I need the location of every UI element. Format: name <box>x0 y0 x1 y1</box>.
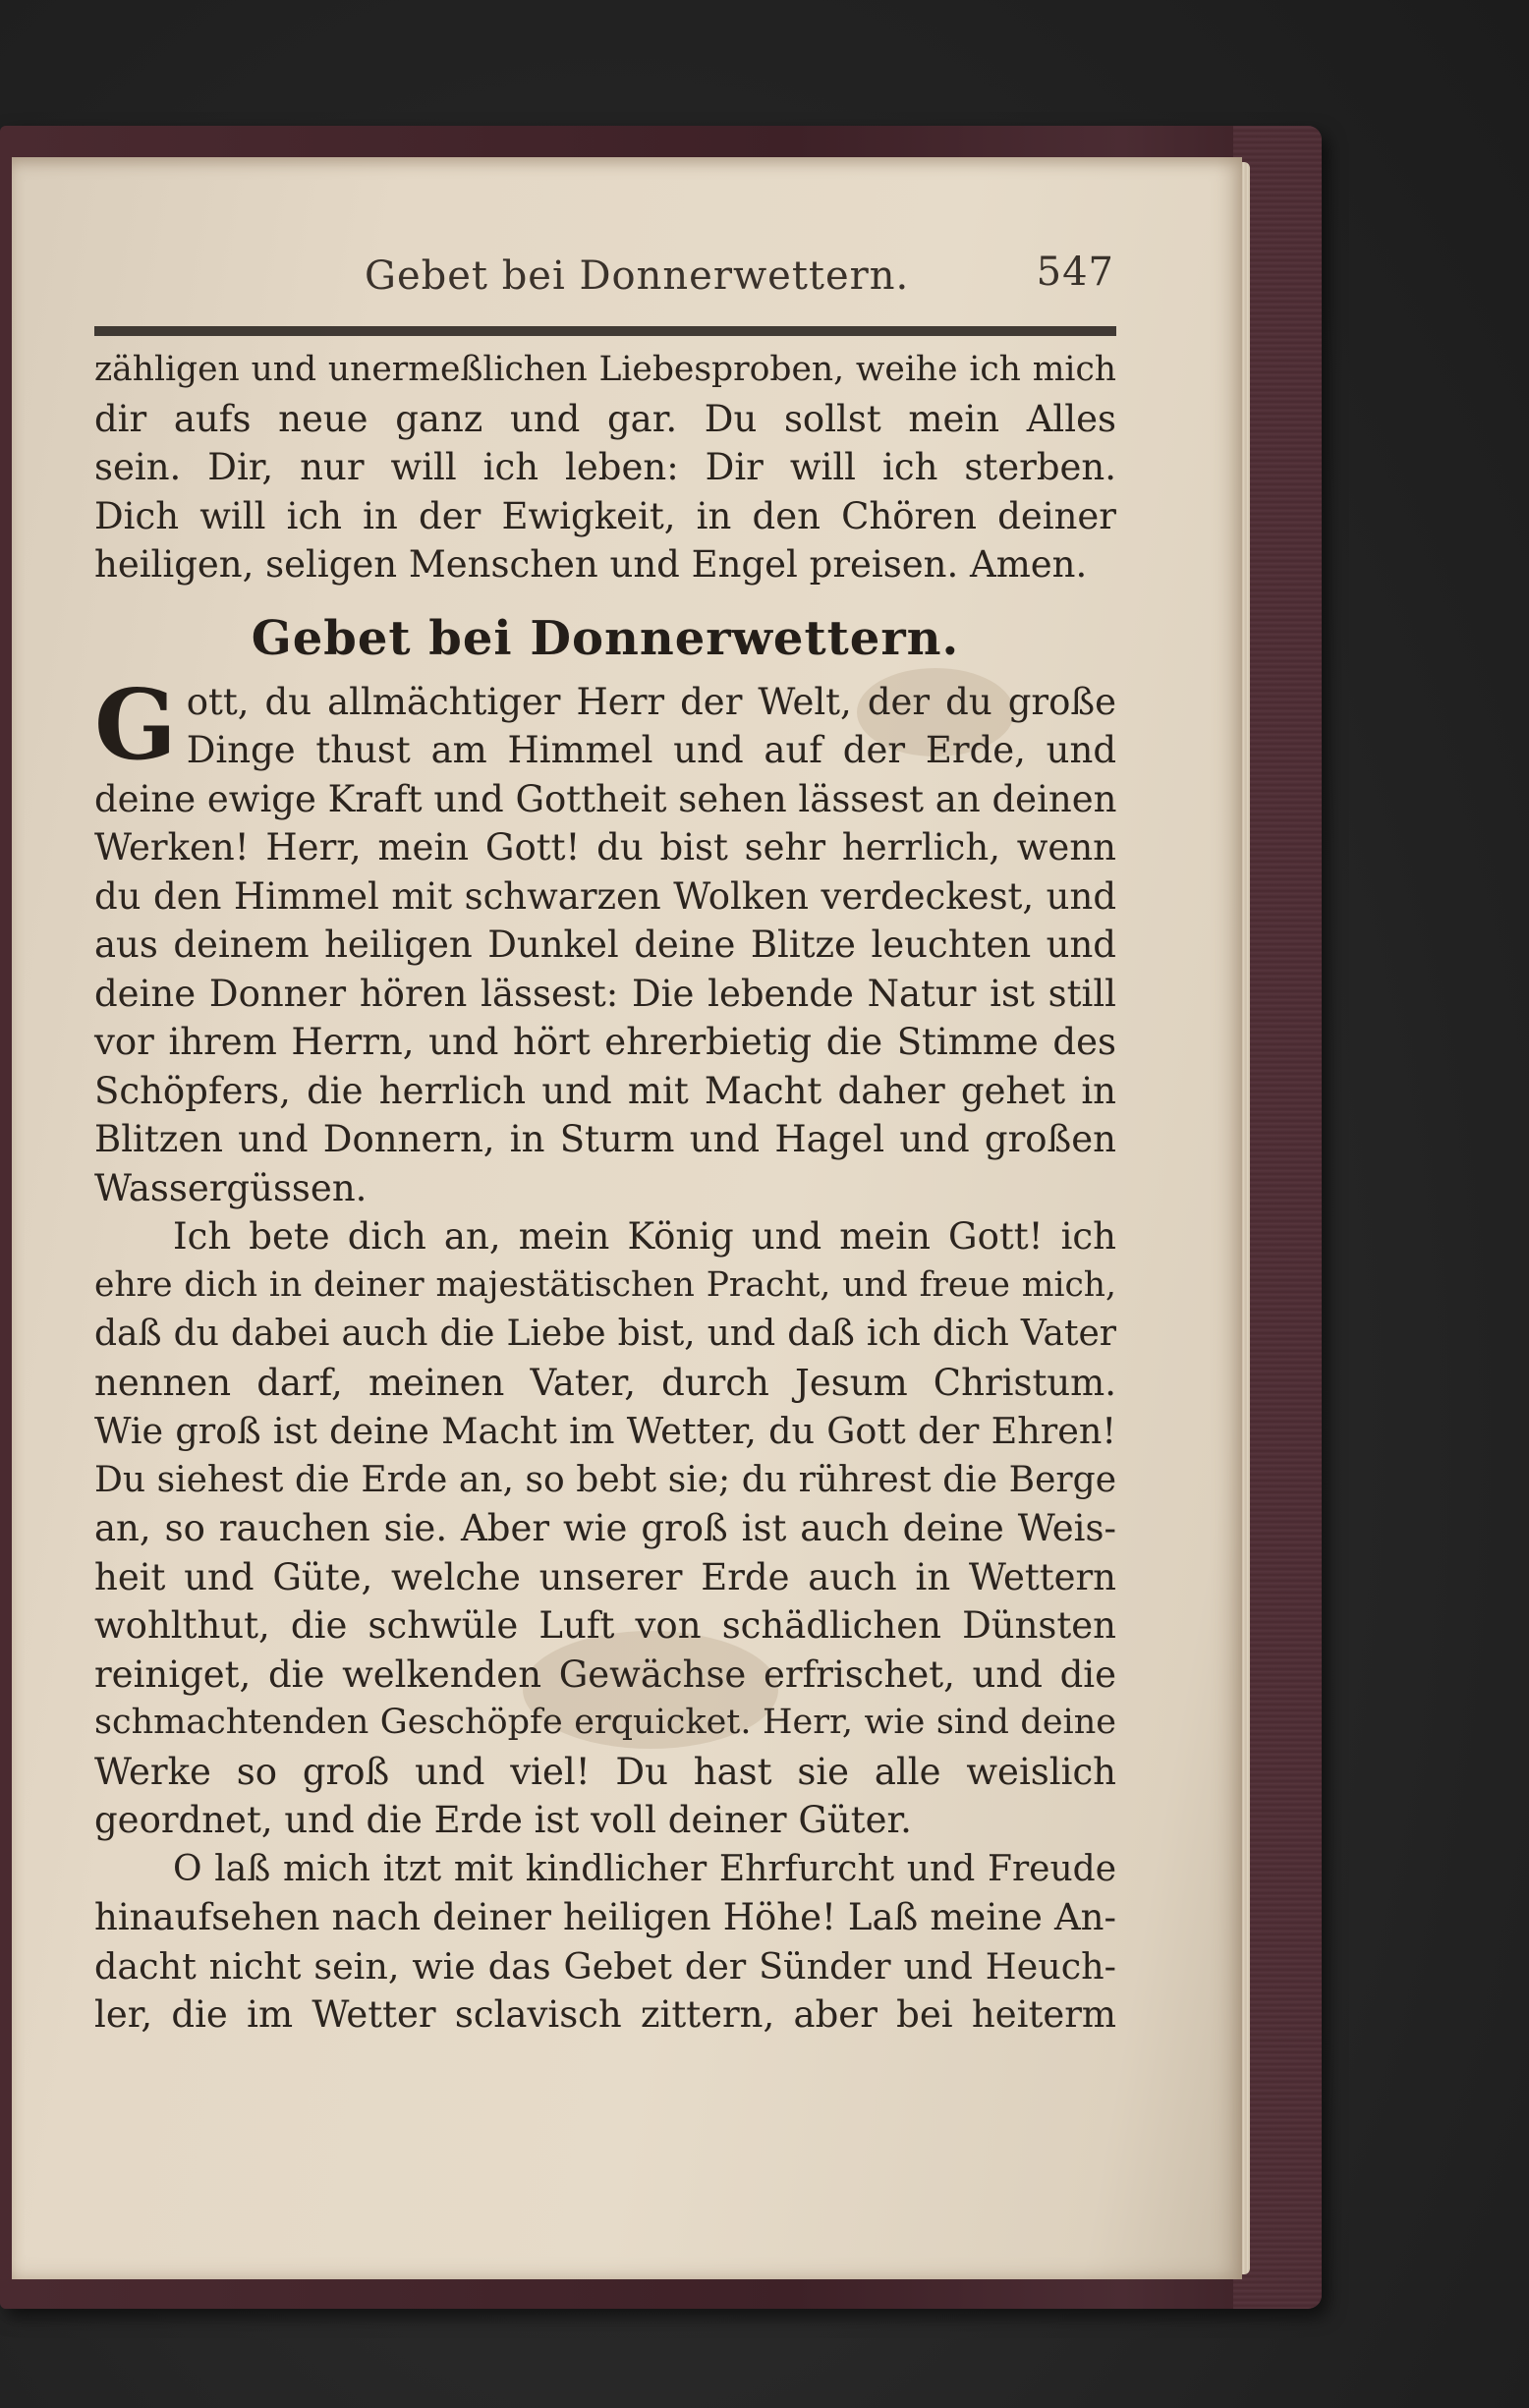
text-line: Wassergüssen. <box>94 1166 368 1209</box>
text-line: ott, du allmächtiger Herr der Welt, der du große <box>186 680 1116 723</box>
text-line: Dich will ich in der Ewigkeit, in den Chören deiner <box>94 494 1116 537</box>
text-line: deine ewige Kraft und Gottheit sehen lässest an deinen <box>94 777 1117 820</box>
page-number: 547 <box>1036 250 1114 295</box>
text-line: aus deinem heiligen Dunkel deine Blitze leuchten und <box>94 924 1116 966</box>
text-line: ehre dich in deiner majestätischen Pracht, und freue mich, <box>94 1264 1116 1305</box>
running-head <box>94 248 1116 307</box>
text-line: deine Donner hören lässest: Die lebende Natur ist still <box>94 972 1116 1015</box>
text-line: O laß mich itzt mit kindlicher Ehrfurcht und Freude <box>173 1848 1116 1889</box>
text-line: vor ihrem Herrn, und hört ehrerbietig die Stimme des <box>94 1021 1116 1063</box>
header-rule <box>94 326 1116 336</box>
text-line: Schöpfers, die herrlich und mit Macht daher gehet in <box>94 1069 1116 1112</box>
text-line: Blitzen und Donnern, in Sturm und Hagel und großen <box>94 1118 1116 1160</box>
text-line: dir aufs neue ganz und gar. Du sollst mein Alles <box>94 397 1116 440</box>
text-line: wohlthut, die schwüle Luft von schädlichen Dünsten <box>94 1604 1116 1647</box>
text-line: Werke so groß und viel! Du hast sie alle weislich <box>94 1750 1116 1793</box>
text-line: reiniget, die welkenden Gewächse erfrischet, und die <box>94 1652 1116 1696</box>
text-line: du den Himmel mit schwarzen Wolken verdeckest, und <box>94 874 1116 918</box>
text-line: ler, die im Wetter sclavisch zittern, aber bei heiterm <box>94 1993 1116 2036</box>
paragraph-3 <box>94 1845 1116 2040</box>
section-heading: Gebet bei Donnerwettern. <box>251 610 960 666</box>
text-line: heit und Güte, welche unserer Erde auch in Wettern <box>94 1555 1116 1598</box>
intro-paragraph <box>94 346 1116 589</box>
text-line: geordnet, und die Erde ist voll deiner Güter. <box>94 1799 912 1841</box>
text-line: zähligen und unermeßlichen Liebesproben, weihe ich mich <box>94 350 1116 389</box>
paragraph-1 <box>94 668 1117 1213</box>
text-line: Ich bete dich an, mein König und mein Gott! ich <box>173 1215 1116 1258</box>
text-line: Werken! Herr, mein Gott! du bist sehr herrlich, wenn <box>94 826 1116 868</box>
text-line: hinaufsehen nach deiner heiligen Höhe! Laß meine An- <box>94 1896 1116 1938</box>
text-line: sein. Dir, nur will ich leben: Dir will ich sterben. <box>94 446 1116 488</box>
text-line: Wie groß ist deine Macht im Wetter, du Gott der Ehren! <box>94 1410 1116 1452</box>
text-line: dacht nicht sein, wie das Gebet der Sünder und Heuch- <box>94 1944 1116 1988</box>
text-line: an, so rauchen sie. Aber wie groß ist auch deine Weis- <box>94 1507 1116 1549</box>
running-head-title: Gebet bei Donnerwettern. <box>365 253 910 299</box>
text-line: heiligen, seligen Menschen und Engel preisen. Amen. <box>94 543 1088 586</box>
text-line: nennen darf, meinen Vater, durch Jesum Christum. <box>94 1361 1116 1404</box>
text-line: Du siehest die Erde an, so bebt sie; du rührest die Berge <box>94 1459 1116 1500</box>
text-line: Dinge thust am Himmel und auf der Erde, und <box>186 729 1116 771</box>
text-line: schmachtenden Geschöpfe erquicket. Herr, wie sind deine <box>94 1703 1116 1742</box>
paragraph-2 <box>94 1212 1116 1845</box>
page-content <box>94 248 1116 2040</box>
text-line: daß du dabei auch die Liebe bist, und daß ich dich Vater <box>94 1314 1116 1354</box>
drop-cap: G <box>94 668 177 782</box>
